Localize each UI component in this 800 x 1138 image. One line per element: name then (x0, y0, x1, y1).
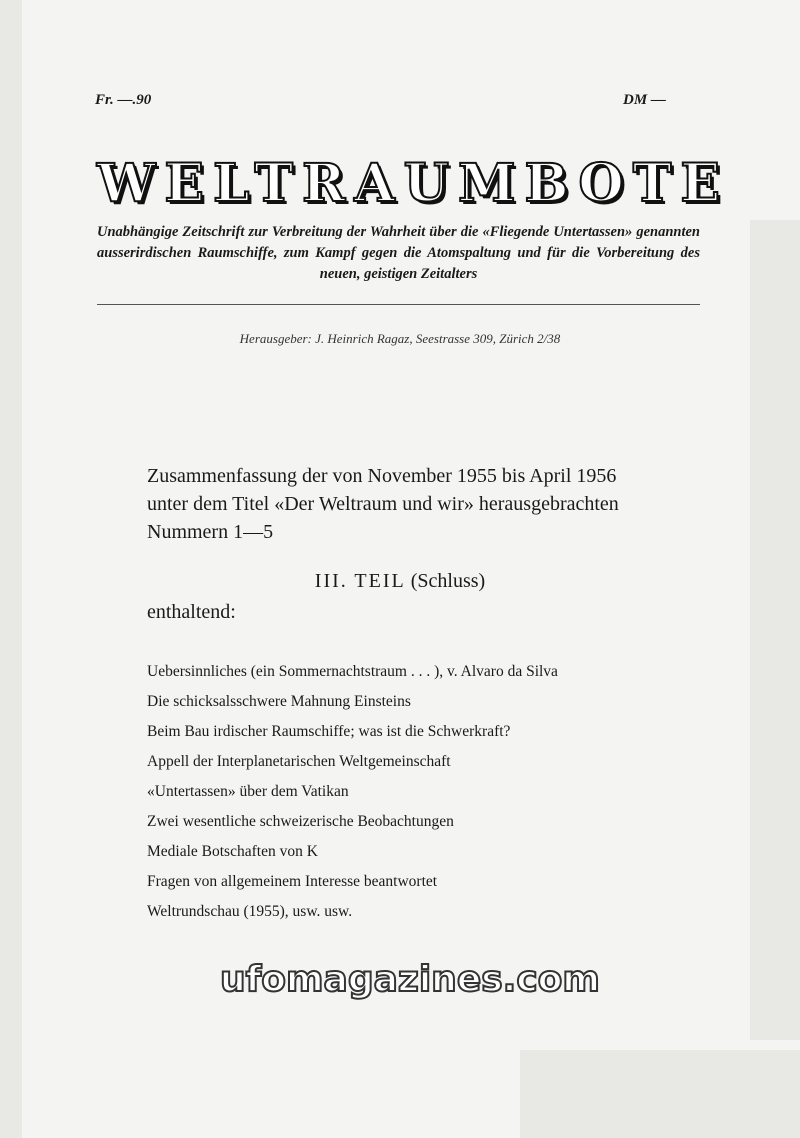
watermark: ufomagazines.com (220, 959, 600, 1000)
part-heading (0, 569, 800, 593)
list-item: Appell der Interplanetarischen Weltgemeinschaft (147, 753, 451, 770)
masthead-title: WELTRAUMBOTE (97, 153, 730, 214)
list-item: «Untertassen» über dem Vatikan (147, 783, 349, 800)
list-item: Fragen von allgemeinem Interesse beantwortet (147, 873, 438, 890)
list-item: Weltrundschau (1955), usw. usw. (147, 903, 353, 920)
list-item: Uebersinnliches (ein Sommernachtstraum . . . ), v. Alvaro da Silva (147, 663, 558, 680)
publisher-line: Herausgeber: J. Heinrich Ragaz, Seestrasse 309, Zürich 2/38 (239, 331, 561, 346)
divider (97, 304, 700, 305)
scan-edge-bottom (520, 1050, 800, 1138)
list-item: Mediale Botschaften von K (147, 843, 318, 860)
list-item: Zwei wesentliche schweizerische Beobachtungen (147, 813, 454, 830)
masthead-subtitle: Unabhängige Zeitschrift zur Verbreitung der Wahrheit über die «Fliegende Untertassen» genannten ausserirdischen Raumschiffe, zum Kampf gegen die Atomspaltung und für die Vorbereitung des neuen, geistigen Zeitalters (97, 224, 700, 282)
price-swiss-francs: Fr. —.90 (95, 92, 152, 108)
summary-text: Zusammenfassung der von November 1955 bis April 1956 unter dem Titel «Der Weltraum und wir» herausgebrachten Nummern 1—5 (147, 465, 619, 543)
containing-label: enthaltend: (147, 601, 236, 623)
part-note: (Schluss) (410, 570, 486, 592)
part-title: III. TEIL (314, 570, 406, 592)
list-item: Beim Bau irdischer Raumschiffe; was ist die Schwerkraft? (147, 723, 511, 740)
list-item: Die schicksalsschwere Mahnung Einsteins (147, 693, 411, 710)
price-deutsche-mark: DM — (623, 92, 666, 108)
contents-list (147, 657, 558, 927)
